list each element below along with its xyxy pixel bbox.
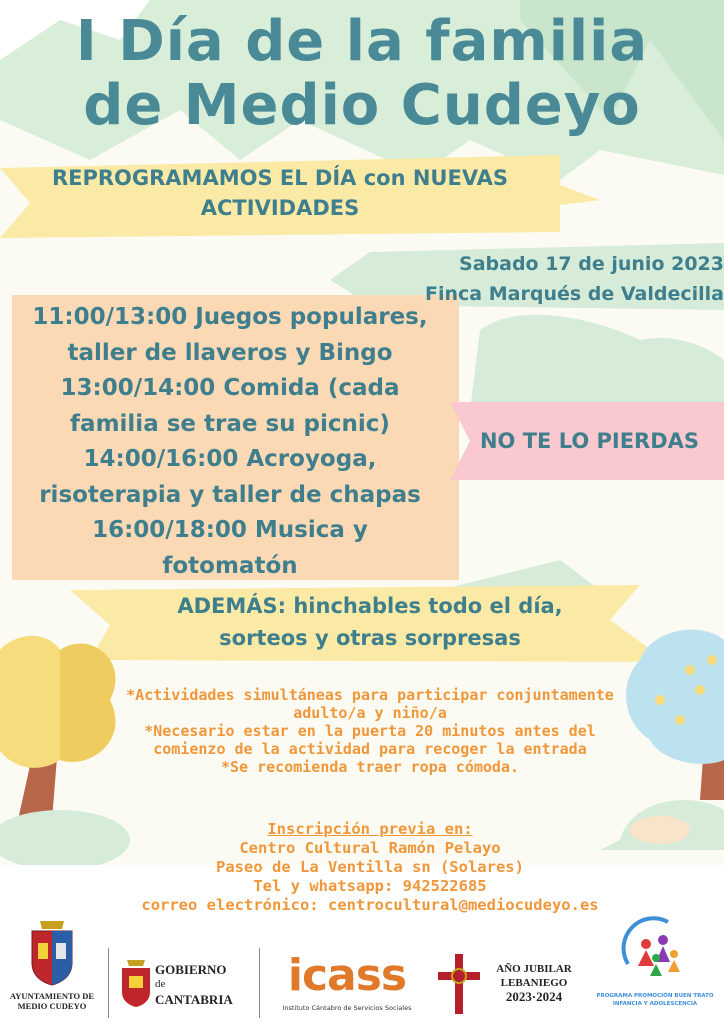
cross-icon (434, 952, 484, 1016)
people-circle-icon (618, 914, 692, 988)
schedule-line: 11:00/13:00 Juegos populares, (32, 304, 428, 330)
schedule-line: familia se trae su picnic) (70, 410, 390, 437)
reschedule-line1: REPROGRAMAMOS EL DÍA con NUEVAS (51, 166, 509, 190)
schedule-line: 14:00/16:00 Acroyoga, (83, 446, 377, 472)
jubilar-line1: AÑO JUBILAR (496, 963, 572, 975)
reschedule-banner (10, 163, 550, 223)
schedule-line: fotomatón (162, 552, 298, 579)
schedule-line: risoterapia y taller de chapas (39, 481, 421, 508)
notes-block (60, 686, 680, 776)
jubilar-line2: LEBANIEGO (500, 977, 568, 989)
gobierno-line2: de (155, 978, 166, 990)
schedule-line: 16:00/18:00 Musica y (92, 517, 368, 543)
schedule-list (20, 300, 440, 584)
note-line: comienzo de la actividad para recoger la entrada (153, 740, 587, 758)
event-place: Finca Marqués de Valdecilla (425, 283, 724, 305)
icass-sub: Instituto Cántabro de Servicios Sociales (282, 1004, 412, 1012)
gobierno-line3: CANTABRIA (155, 992, 233, 1007)
callout-text: NO TE LO PIERDAS (479, 429, 700, 453)
schedule-line: taller de llaveros y Bingo (67, 339, 393, 366)
icass-name: icass (287, 950, 407, 1001)
logo-jubilar (432, 948, 582, 1018)
extras-line2: sorteos y otras sorpresas (219, 626, 521, 650)
inscription-heading: Inscripción previa en: (267, 820, 473, 838)
ayuntamiento-line1: AYUNTAMIENTO DE (9, 991, 95, 1001)
coat-of-arms-icon (2, 915, 102, 987)
inscription-phone: Tel y whatsapp: 942522685 (253, 877, 487, 895)
ayuntamiento-line2: MEDIO CUDEYO (17, 1001, 87, 1011)
note-line: *Se recomienda traer ropa cómoda. (220, 758, 519, 776)
gobierno-line1: GOBIERNO (155, 962, 227, 977)
reschedule-line2: ACTIVIDADES (200, 196, 360, 220)
logo-gobierno (108, 948, 260, 1018)
mint-hill-right (470, 315, 724, 410)
event-date: Sabado 17 de junio 2023 (459, 253, 724, 275)
note-line: *Actividades simultáneas para participar conjuntamente (126, 686, 614, 704)
inscription-venue: Centro Cultural Ramón Pelayo (239, 839, 501, 857)
schedule-line: 13:00/14:00 Comida (cada (60, 375, 400, 401)
extras-banner (100, 590, 640, 654)
title-line1: I Día de la familia (75, 9, 649, 74)
programa-line1: PROGRAMA PROMOCIÓN BUEN TRATO (596, 993, 714, 999)
inscription-address: Paseo de La Ventilla sn (Solares) (216, 858, 524, 876)
logo-ayuntamiento (2, 915, 102, 1015)
note-line: *Necesario estar en la puerta 20 minutos antes del (144, 722, 596, 740)
shield-icon (119, 958, 153, 1008)
jubilar-line3: 2023·2024 (505, 989, 563, 1004)
title-line2: de Medio Cudeyo (83, 73, 641, 138)
note-line: adulto/a y niño/a (293, 704, 447, 722)
inscription-email[interactable]: correo electrónico: centrocultural@mediocudeyo.es (141, 896, 599, 914)
logo-icass (272, 948, 422, 1018)
programa-line2: INFANCIA Y ADOLESCENCIA (612, 1001, 698, 1007)
inscription-block (90, 820, 650, 915)
extras-line1: ADEMÁS: hinchables todo el día, (177, 594, 563, 618)
logo-programa (588, 912, 722, 1020)
